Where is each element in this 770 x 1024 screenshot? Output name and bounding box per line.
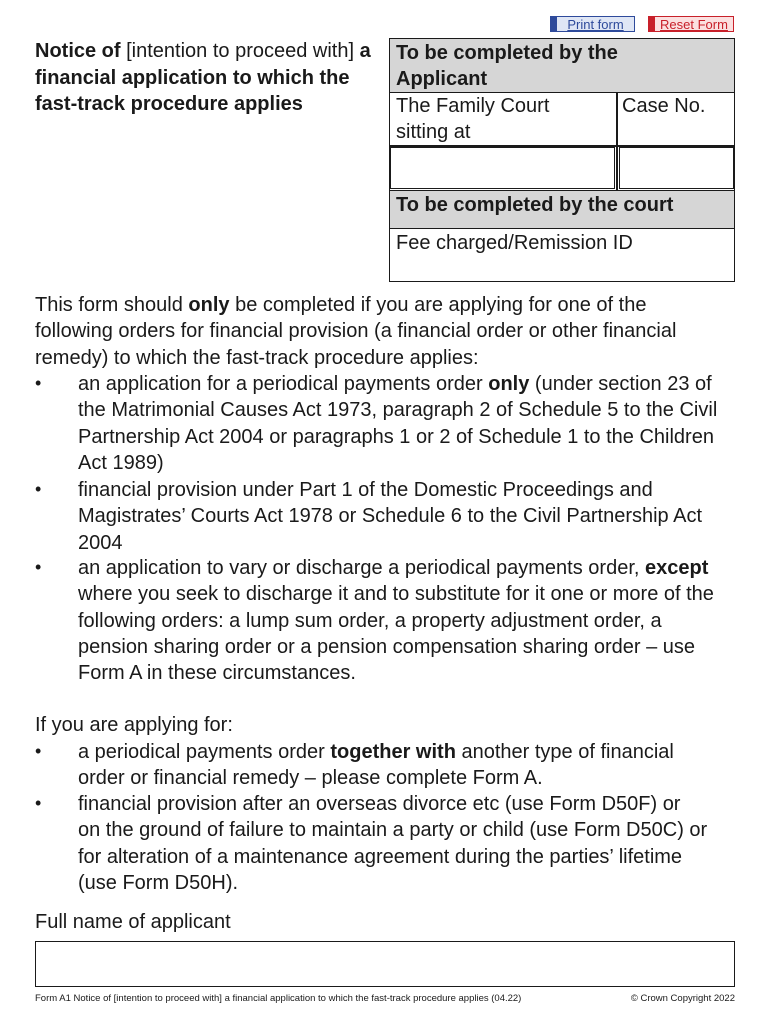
bullet-marker: • bbox=[35, 557, 42, 577]
intro-text-1: This form should bbox=[35, 294, 189, 316]
list-item-text: a periodical payments order bbox=[78, 741, 331, 763]
list-item-text: where you seek to discharge it and to substitute for it one or more of the following orders: a lump sum order, a property adjustment order, a pension sharing order or a pension compensation sharing order – use Form A in these circumstances. bbox=[78, 583, 714, 685]
court-sitting-input[interactable] bbox=[390, 147, 615, 189]
list-item bbox=[78, 371, 743, 476]
form-title bbox=[35, 38, 380, 118]
family-court-label-line2: sitting at bbox=[396, 121, 471, 143]
list-item bbox=[78, 477, 743, 556]
footer-copyright: © Crown Copyright 2022 bbox=[630, 993, 735, 1004]
list-item-text: (under section 23 of the Matrimonial Causes Act 1973, paragraph 2 of Schedule 5 to the Civil Partnership Act 2004 or paragraphs 1 or 2 of Schedule 1 to the Children Act 1989) bbox=[78, 373, 718, 474]
intro-bold: only bbox=[188, 294, 230, 316]
court-section-title: To be completed by the court bbox=[396, 194, 674, 216]
case-number-input[interactable] bbox=[619, 147, 734, 189]
list-item bbox=[78, 739, 708, 792]
cell-divider bbox=[616, 92, 618, 190]
list-item-text: an application to vary or discharge a periodical payments order, bbox=[78, 557, 645, 579]
list-item-text: financial provision under Part 1 of the Domestic Proceedings and Magistrates’ Courts Act 1978 or Schedule 6 to the Civil Partnership Act 2004 bbox=[78, 479, 703, 554]
bullet-marker: • bbox=[35, 479, 42, 499]
bullet-marker: • bbox=[35, 373, 42, 393]
applicant-section-title: To be completed by the Applicant bbox=[396, 42, 618, 90]
intro-text-2: be completed if you are applying for one of the following orders for financial provision (a financial order or other financial remedy) to which the fast-track procedure applies: bbox=[35, 294, 677, 369]
applicant-name-label: Full name of applicant bbox=[35, 911, 231, 933]
list-item-text: another type of financial order or financial remedy – please complete Form A. bbox=[78, 741, 674, 790]
fee-charged-label: Fee charged/Remission ID bbox=[396, 232, 633, 254]
list-item-text: an application for a periodical payments order bbox=[78, 373, 489, 395]
list-item-bold: together with bbox=[330, 741, 456, 763]
print-form-button[interactable]: Print form bbox=[550, 16, 635, 32]
reset-form-button[interactable]: Reset Form bbox=[648, 16, 734, 32]
family-court-label bbox=[396, 93, 611, 145]
if-applying-heading: If you are applying for: bbox=[35, 714, 233, 736]
list-item-bold: except bbox=[644, 557, 709, 579]
title-bold-2: a financial application to which the fast-track procedure applies bbox=[35, 40, 371, 115]
title-normal: [intention to proceed with] bbox=[120, 40, 355, 62]
title-bold-1: Notice of bbox=[35, 40, 121, 62]
list-item-text: financial provision after an overseas divorce etc (use Form D50F) or on the ground of failure to maintain a party or child (use Form D50C) or for alteration of a maintenance agreement during the parties’ lifetime (use Form D50H). bbox=[78, 793, 708, 894]
footer-form-reference: Form A1 Notice of [intention to proceed with] a financial application to which the fast-track procedure applies (04.22) bbox=[35, 993, 522, 1004]
intro-paragraph bbox=[35, 292, 705, 371]
family-court-label-line1: The Family Court bbox=[396, 95, 550, 117]
list-item-bold: only bbox=[488, 373, 530, 395]
list-item bbox=[78, 791, 708, 896]
list-item bbox=[78, 555, 728, 686]
fee-remission-input[interactable] bbox=[392, 256, 732, 280]
case-no-label: Case No. bbox=[622, 95, 706, 117]
bullet-marker: • bbox=[35, 793, 42, 813]
bullet-marker: • bbox=[35, 741, 42, 761]
applicant-name-input[interactable] bbox=[35, 941, 735, 987]
